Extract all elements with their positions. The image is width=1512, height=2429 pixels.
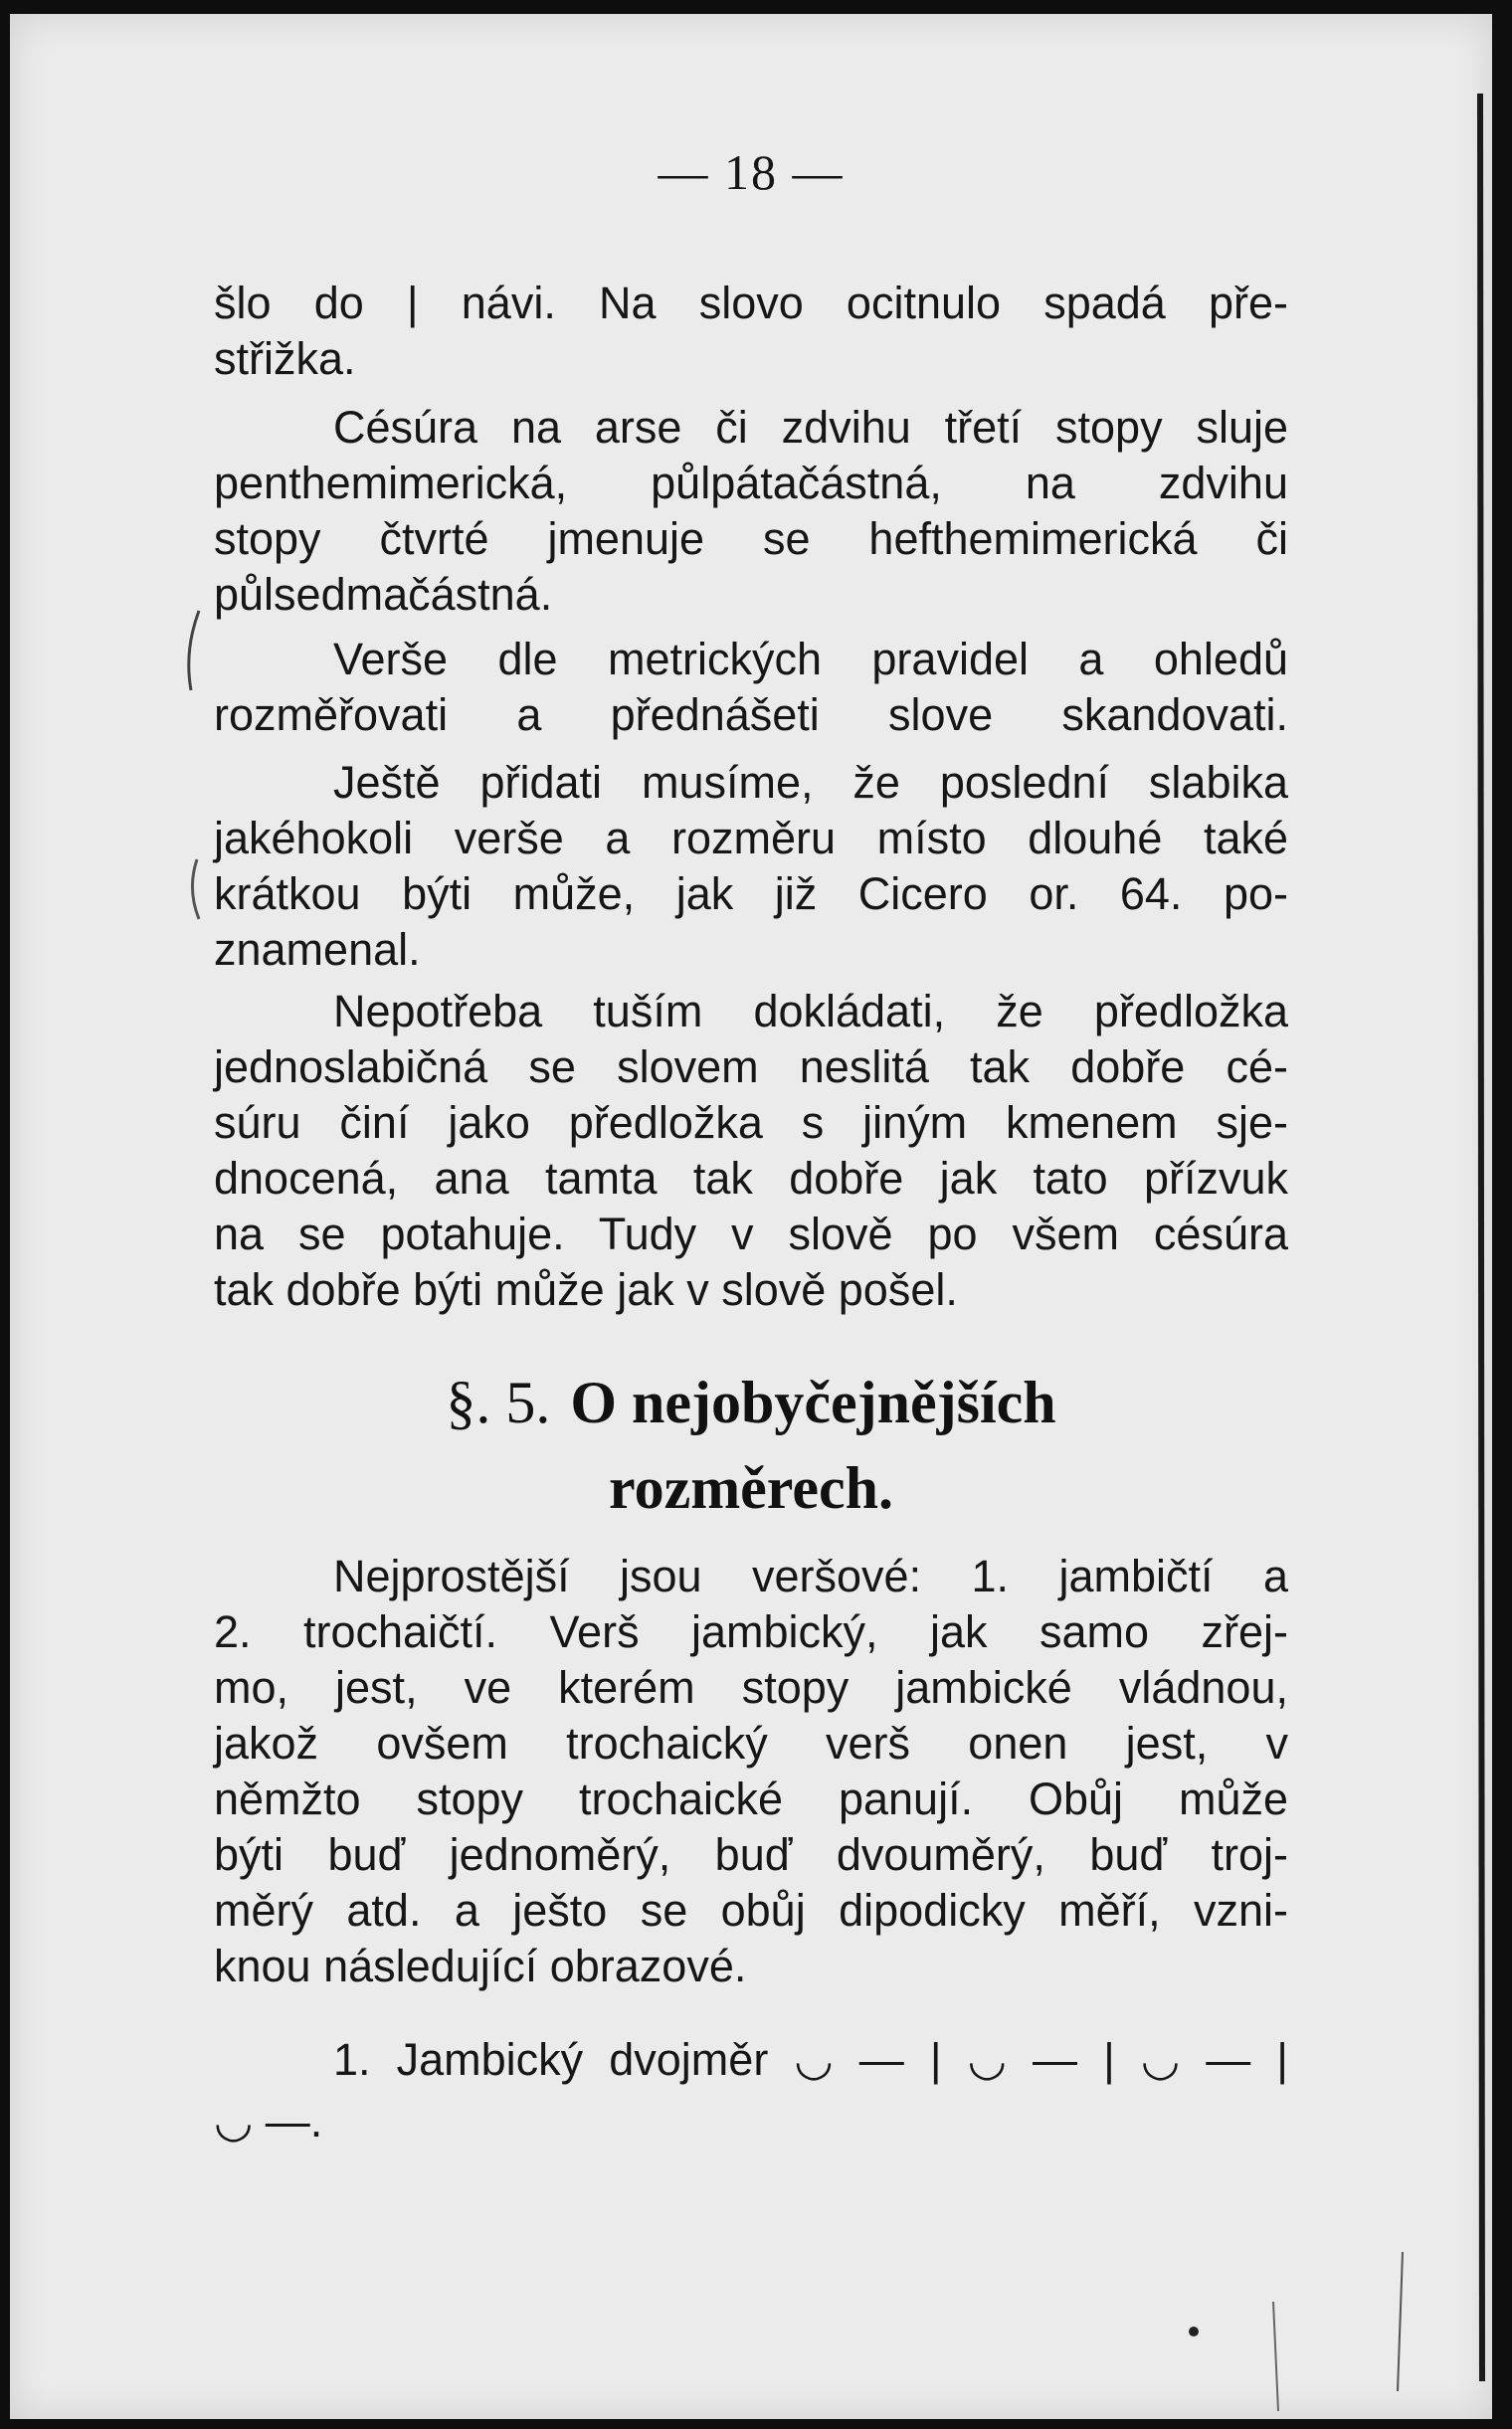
section-title-line-2: rozměrech.	[609, 1455, 893, 1521]
section-number: §. 5.	[446, 1370, 551, 1435]
text-line: mo, jest, ve kterém stopy jambické vládnou,	[214, 1662, 1288, 1713]
page-number: — 18 —	[658, 144, 845, 200]
book-page	[10, 14, 1492, 2419]
text-line: Nepotřeba tuším dokládati, že předložka	[333, 986, 1288, 1036]
text-line: 2. trochaičtí. Verš jambický, jak samo zřej-	[214, 1606, 1288, 1657]
text-line: na se potahuje. Tudy v slově po všem césúra	[214, 1209, 1288, 1259]
text-line: jednoslabičná se slovem neslitá tak dobře cé-	[214, 1041, 1288, 1092]
text-line: stopy čtvrté jmenuje se hefthemimerická či	[214, 513, 1288, 564]
text-line: znamenal.	[214, 924, 421, 975]
text-line: Ještě přidati musíme, že poslední slabika	[333, 757, 1288, 808]
section-title-line-1: O nejobyčejnějších	[570, 1370, 1056, 1435]
text-line: tak dobře býti může jak v slově pošel.	[214, 1264, 958, 1315]
text-line: Nejprostější jsou veršové: 1. jambičtí a	[333, 1551, 1288, 1601]
text-line: jakéhokoli verše a rozměru místo dlouhé také	[214, 813, 1288, 863]
text-line: súru činí jako předložka s jiným kmenem sje-	[214, 1097, 1288, 1148]
text-line: ◡ —.	[214, 2096, 323, 2147]
text-line: býti buď jednoměrý, buď dvouměrý, buď troj-	[214, 1829, 1288, 1880]
text-line: rozměřovati a přednášeti slove skandovati.	[214, 689, 1288, 740]
text-line: půlsedmačástná.	[214, 569, 553, 620]
text-line: jakož ovšem trochaický verš onen jest, v	[214, 1718, 1288, 1769]
text-line: němžto stopy trochaické panují. Obůj může	[214, 1774, 1288, 1824]
text-line: Verše dle metrických pravidel a ohledů	[333, 634, 1288, 684]
text-line: měrý atd. a ješto se obůj dipodicky měří, vzni-	[214, 1885, 1288, 1936]
text-line: knou následující obrazové.	[214, 1941, 747, 1991]
text-line: krátkou býti může, jak již Cicero or. 64. po-	[214, 868, 1288, 919]
text-line: šlo do | návi. Na slovo ocitnulo spadá pře-	[214, 278, 1288, 328]
text-line: Césúra na arse či zdvihu třetí stopy sluje	[333, 402, 1288, 453]
section-heading	[10, 1363, 1492, 1442]
text-line: dnocená, ana tamta tak dobře jak tato přízvuk	[214, 1153, 1288, 1204]
text-line: 1. Jambický dvojměr ◡ — | ◡ — | ◡ — |	[333, 2034, 1288, 2085]
text-line: střižka.	[214, 333, 356, 384]
text-line: penthemimerická, půlpátačástná, na zdvihu	[214, 458, 1288, 508]
